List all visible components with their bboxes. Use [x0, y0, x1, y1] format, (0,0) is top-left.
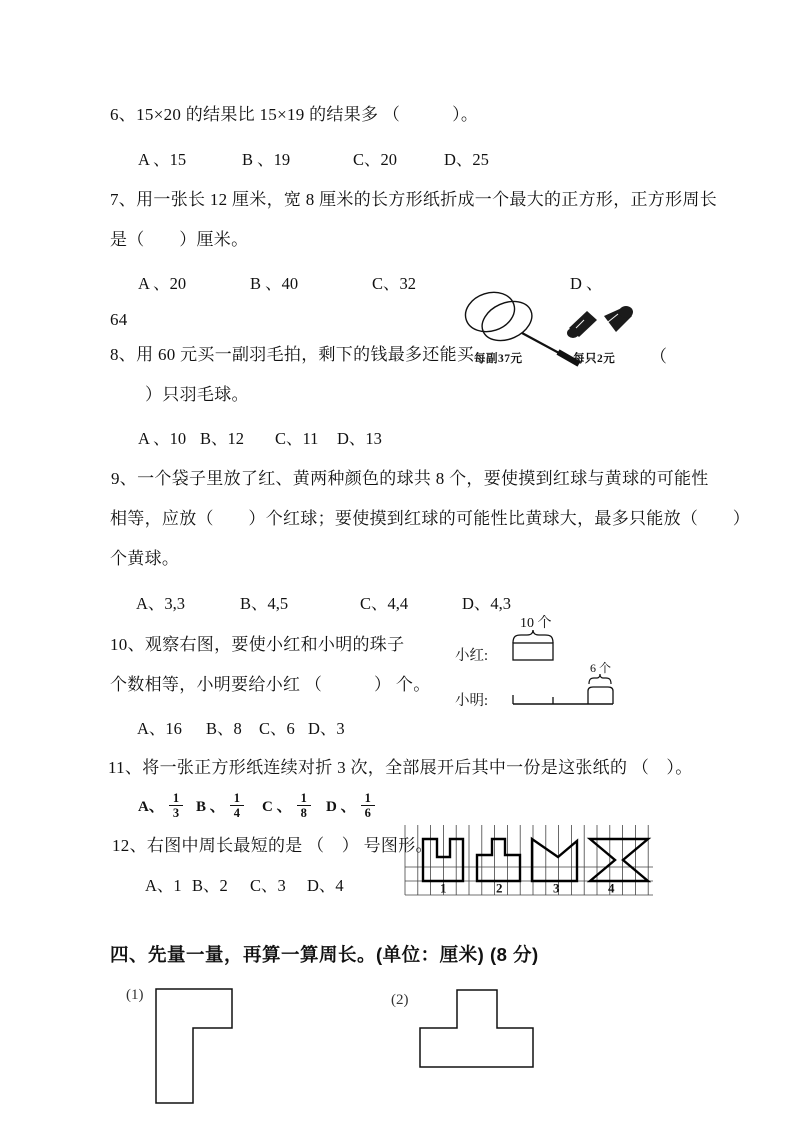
q7-option-c: C、32 [372, 274, 417, 293]
shape-2-number: 2 [496, 880, 503, 896]
q7-option-d-overflow: 64 [110, 310, 128, 329]
shape-4-hourglass [590, 839, 648, 881]
q12-option-d: D、4 [307, 876, 344, 895]
shape-3-number: 3 [553, 880, 560, 896]
q6-option-d: D、25 [444, 150, 489, 169]
q8-option-a: A 、10 [138, 429, 187, 448]
q7-text-line2: 是（ ）厘米。 [110, 230, 249, 249]
figure-2-t-shape [414, 984, 540, 1076]
q8-open-paren: （ [650, 347, 668, 366]
q8-option-b: B、12 [200, 429, 245, 448]
q9-text-line3: 个黄球。 [110, 549, 180, 568]
q12-option-b: B、2 [192, 876, 228, 895]
q6-text: 6、15×20 的结果比 15×19 的结果多 （ ）。 [110, 105, 479, 124]
q8-text-line2: ）只羽毛球。 [145, 385, 249, 404]
q9-text-line2: 相等，应放（ ）个红球；要使摸到红球的可能性比黄球大，最多只能放（ ） [110, 509, 751, 528]
shuttlecock-icon [566, 304, 638, 352]
figure-2-label: (2) [391, 992, 409, 1008]
q8-option-c: C、11 [275, 429, 319, 448]
xiaoming-extra-box [588, 687, 613, 704]
xiaohong-beads-box [513, 643, 553, 660]
q9-option-d: D、4,3 [462, 594, 512, 613]
q6-option-b: B 、19 [242, 150, 291, 169]
q12-option-a: A、1 [145, 876, 182, 895]
q8-option-d: D、13 [337, 429, 382, 448]
xiaohong-label: 小红: [455, 648, 489, 664]
racket-price-label: 每副37元 [474, 353, 523, 365]
q11-option-a-label: A、 [138, 799, 164, 816]
q9-option-b: B、4,5 [240, 594, 289, 613]
q10-text-line2: 个数相等，小明要给小红 （ ） 个。 [110, 675, 431, 694]
q11-option-d [326, 791, 375, 821]
q8-options-row [0, 425, 793, 449]
ming-extra-label: 6 个 [590, 661, 612, 675]
hong-count-label: 10 个 [520, 616, 552, 631]
q7-option-d: D 、 [570, 274, 603, 293]
q8-text-line1: 8、用 60 元买一副羽毛拍，剩下的钱最多还能买 [110, 345, 475, 364]
q10-text-line1: 10、观察右图，要使小红和小明的珠子 [110, 635, 405, 654]
figure-1-label: (1) [126, 987, 144, 1003]
q11-option-c [262, 791, 311, 821]
fraction-one-eighth: $\frac{1}{8}$ [297, 791, 311, 821]
shape-1-number: 1 [440, 880, 447, 896]
q10-option-c: C、6 [259, 719, 295, 738]
section-4-title: 四、先量一量，再算一算周长。(单位：厘米) (8 分) [110, 944, 539, 965]
q10-option-a: A、16 [137, 719, 182, 738]
q11-option-c-label: C 、 [262, 799, 292, 816]
xiaoming-tick-marks [513, 695, 553, 704]
q7-options-row [0, 270, 793, 294]
q11-option-d-label: D 、 [326, 799, 356, 816]
shape-4-number: 4 [608, 880, 615, 896]
fraction-one-sixth: $\frac{1}{6}$ [361, 791, 375, 821]
q6-option-a: A 、15 [138, 150, 187, 169]
q6-options-row [0, 146, 793, 170]
q7-text-line1: 7、用一张长 12 厘米，宽 8 厘米的长方形纸折成一个最大的正方形，正方形周长 [110, 190, 717, 209]
q10-option-b: B、8 [206, 719, 242, 738]
figure-1-l-shape [150, 983, 242, 1111]
q12-options-row [0, 872, 793, 896]
q10-beads-figure [450, 610, 685, 712]
q12-option-c: C、3 [250, 876, 286, 895]
q7-option-a: A 、20 [138, 274, 187, 293]
q9-text-line1: 9、一个袋子里放了红、黄两种颜色的球共 8 个，要使摸到红球与黄球的可能性 [111, 469, 709, 488]
shuttlecock-price-label: 每只2元 [573, 353, 616, 365]
q11-option-a [138, 791, 183, 821]
q7-option-b: B 、40 [250, 274, 299, 293]
q10-options-row [0, 715, 793, 739]
q11-text: 11、将一张正方形纸连续对折 3 次，全部展开后其中一份是这张纸的 （ ）。 [108, 758, 693, 777]
shape-2-tab-rect [477, 839, 520, 881]
q9-option-a: A、3,3 [136, 594, 186, 613]
fraction-one-fourth: $\frac{1}{4}$ [230, 791, 244, 821]
q12-text: 12、右图中周长最短的是 （ ） 号图形。 [112, 836, 433, 855]
brace-over-xiaohong [513, 630, 553, 643]
q6-option-c: C、20 [353, 150, 398, 169]
q9-option-c: C、4,4 [360, 594, 409, 613]
q11-option-b [196, 791, 244, 821]
q10-option-d: D、3 [308, 719, 345, 738]
q11-option-b-label: B 、 [196, 799, 225, 816]
xiaoming-label: 小明: [455, 693, 489, 709]
brace-over-xiaoming-extra [589, 674, 611, 684]
fraction-one-third: $\frac{1}{3}$ [169, 791, 183, 821]
shape-3-notched-pentagon [532, 839, 577, 881]
q12-grid-figure [403, 818, 659, 902]
